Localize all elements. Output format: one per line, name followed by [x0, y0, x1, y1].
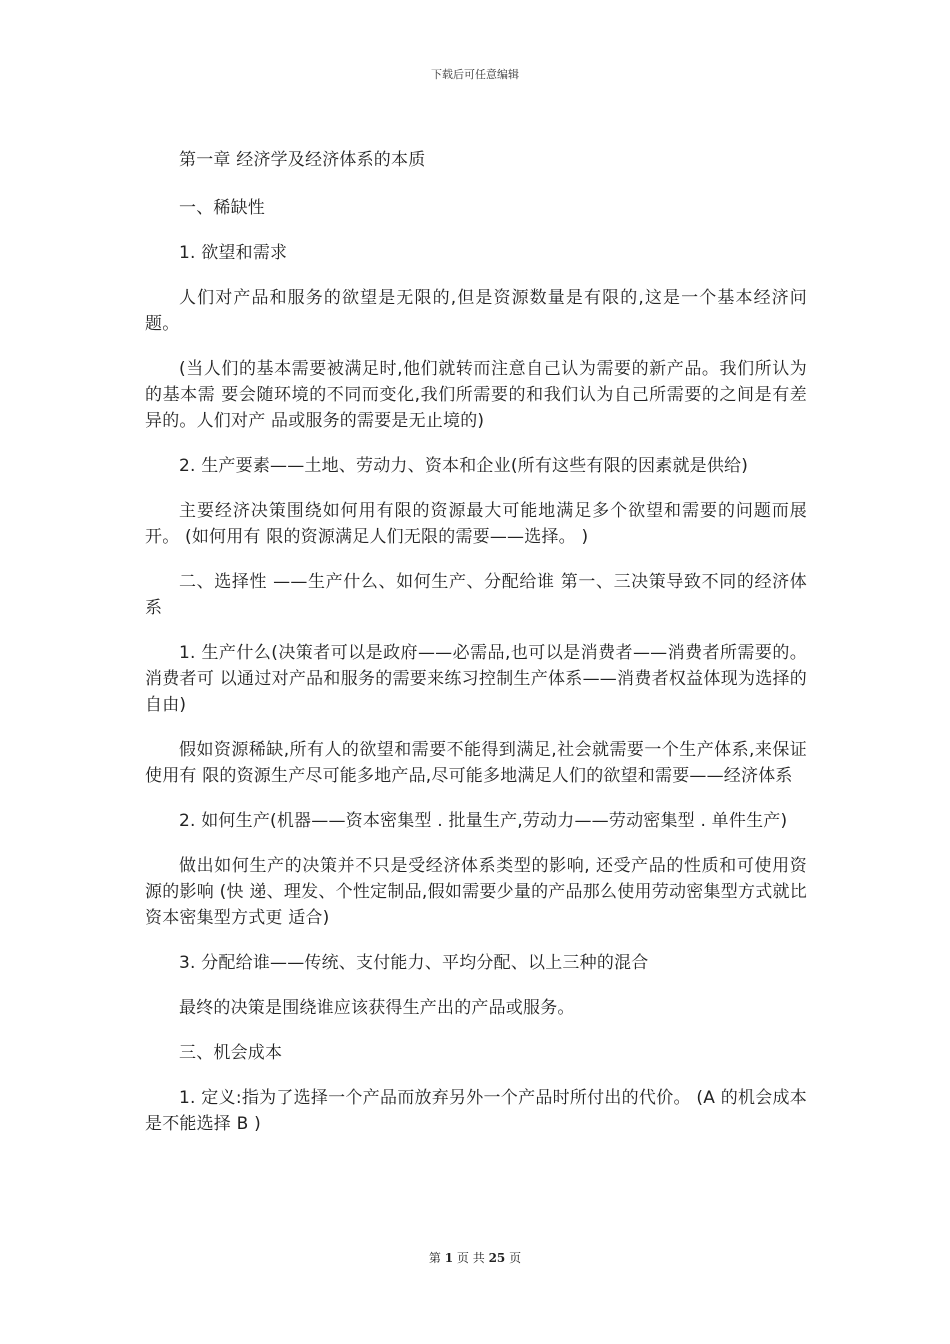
- subheading-for-whom: 3. 分配给谁——传统、支付能力、平均分配、以上三种的混合: [179, 953, 649, 973]
- subheading-wants-needs: 1. 欲望和需求: [179, 243, 288, 263]
- paragraph: 最终的决策是围绕谁应该获得生产出的产品或服务。: [179, 998, 575, 1018]
- footer-prefix: 第: [428, 1251, 441, 1265]
- paragraph: 人们对产品和服务的欲望是无限的,但是资源数量是有限的,这是一个基本经济问题。: [145, 288, 807, 334]
- total-pages-number: 25: [488, 1251, 506, 1265]
- chapter-title: 第一章 经济学及经济体系的本质: [179, 150, 426, 170]
- section-heading-choice: 二、选择性 ——生产什么、如何生产、分配给谁 第一、三决策导致不同的经济体系: [145, 572, 807, 618]
- document-body: [145, 147, 807, 1156]
- footer-middle: 页 共: [456, 1251, 485, 1265]
- paragraph: 做出如何生产的决策并不只是受经济体系类型的影响, 还受产品的性质和可使用资源的影响 (快 递、理发、个性定制品,假如需要少量的产品那么使用劳动密集型方式就比资本密集型方式更 适合): [145, 856, 807, 928]
- footer-suffix: 页: [509, 1251, 522, 1265]
- subheading-definition: 1. 定义:指为了选择一个产品而放弃另外一个产品时所付出的代价。 (A 的机会成本是不能选择 B ): [145, 1088, 807, 1134]
- page-footer: [0, 1249, 950, 1266]
- paragraph: 假如资源稀缺,所有人的欲望和需要不能得到满足,社会就需要一个生产体系,来保证使用有 限的资源生产尽可能多地产品,尽可能多地满足人们的欲望和需要——经济体系: [145, 740, 807, 786]
- section-heading-opportunity-cost: 三、机会成本: [179, 1043, 283, 1063]
- current-page-number: 1: [444, 1251, 454, 1265]
- subheading-factors-of-production: 2. 生产要素——土地、劳动力、资本和企业(所有这些有限的因素就是供给): [179, 456, 749, 476]
- section-heading-scarcity: 一、稀缺性: [179, 198, 265, 218]
- page-header-note: 下载后可任意编辑: [431, 68, 519, 81]
- subheading-what-to-produce: 1. 生产什么(决策者可以是政府——必需品,也可以是消费者——消费者所需要的。消费者可 以通过对产品和服务的需要来练习控制生产体系——消费者权益体现为选择的自由): [145, 643, 807, 715]
- paragraph: (当人们的基本需要被满足时,他们就转而注意自己认为需要的新产品。我们所认为的基本需 要会随环境的不同而变化,我们所需要的和我们认为自己所需要的之间是有差异的。人们对产 品或服务的需要是无止境的): [145, 359, 807, 431]
- paragraph: 主要经济决策围绕如何用有限的资源最大可能地满足多个欲望和需要的问题而展开。 (如何用有 限的资源满足人们无限的需要——选择。 ): [145, 501, 807, 547]
- subheading-how-to-produce: 2. 如何生产(机器——资本密集型 . 批量生产,劳动力——劳动密集型 . 单件生产): [179, 811, 788, 831]
